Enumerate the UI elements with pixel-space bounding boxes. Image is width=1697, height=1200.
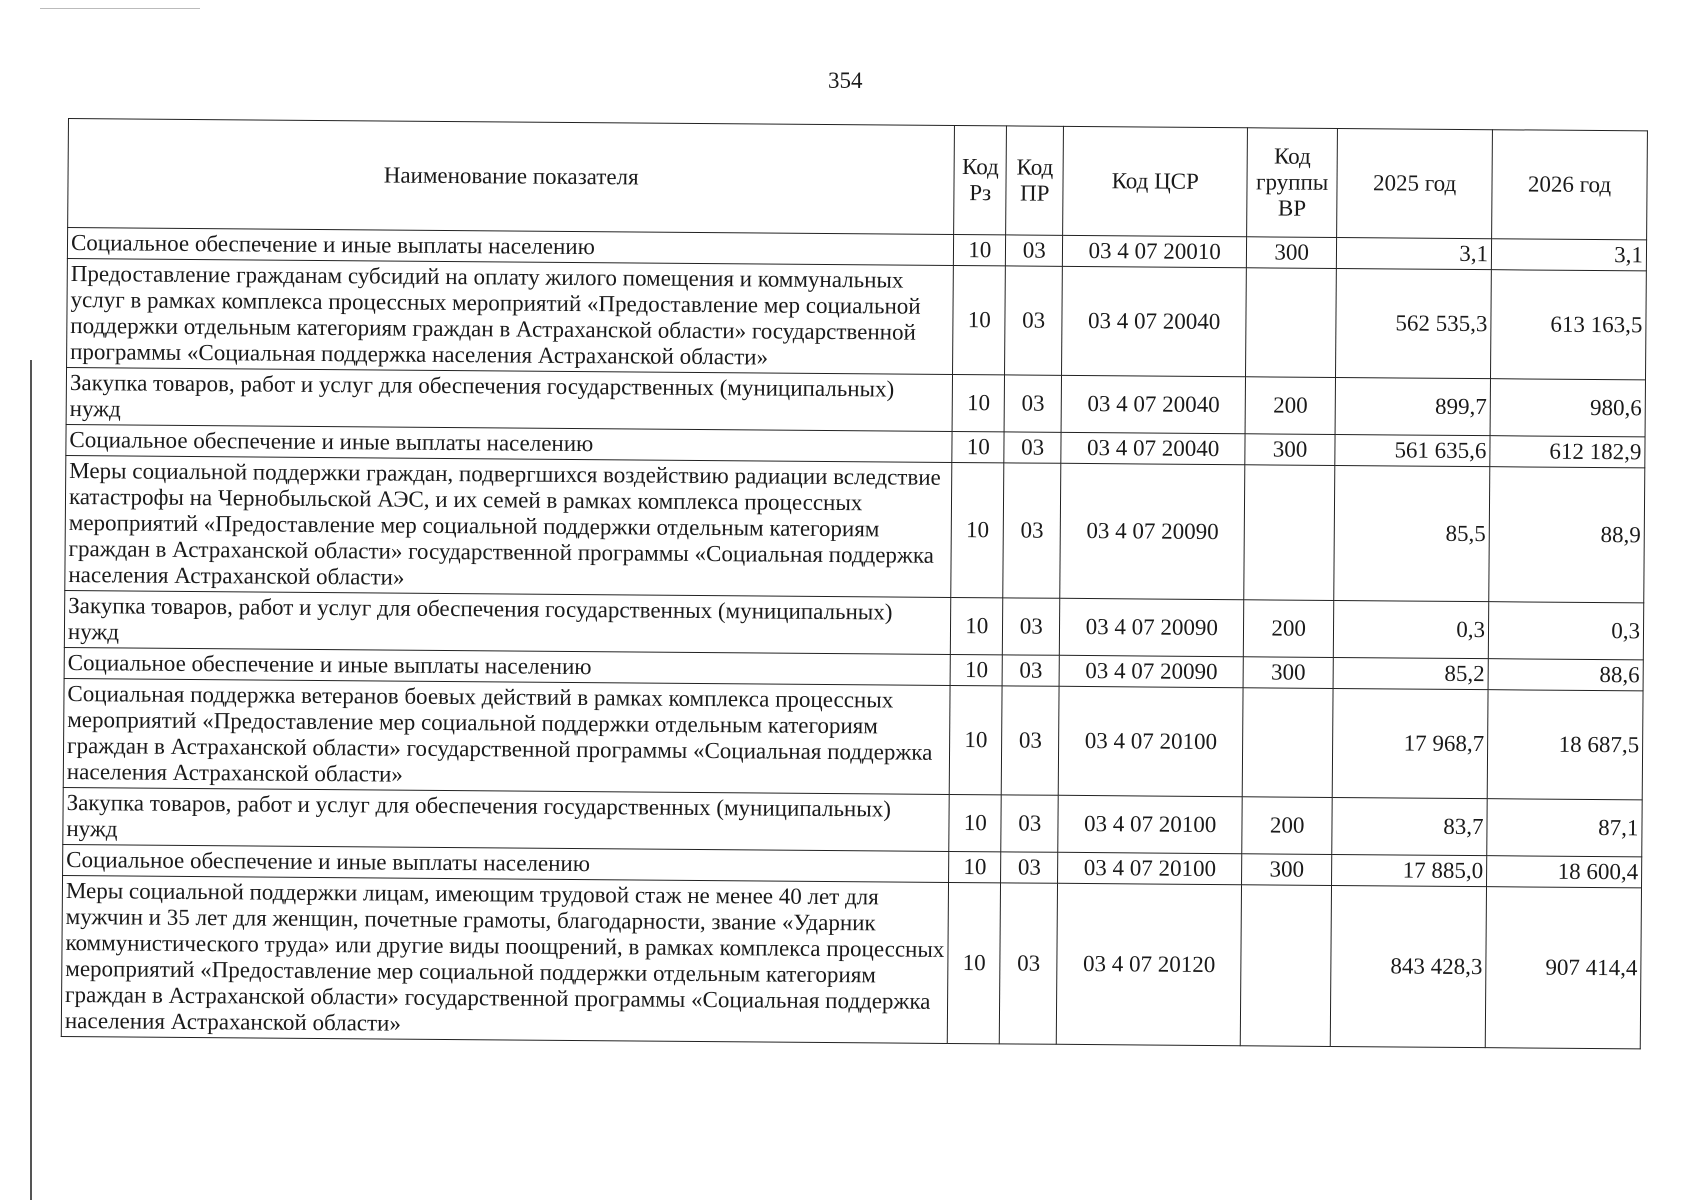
cell-rz: 10	[952, 374, 1004, 431]
header-2026: 2026 год	[1492, 130, 1648, 240]
cell-2026: 88,6	[1488, 658, 1643, 690]
cell-pr: 03	[1001, 795, 1058, 852]
scan-edge-top	[40, 8, 200, 9]
cell-vr: 200	[1245, 377, 1335, 435]
cell-rz: 10	[949, 794, 1001, 851]
cell-2026: 18 687,5	[1487, 689, 1643, 799]
cell-name: Социальное обеспечение и иные выплаты населению	[64, 647, 951, 685]
cell-name: Предоставление гражданам субсидий на оплату жилого помещения и коммунальных услуг в рамках комплекса процессных мероприятий «Предоставление мер социальной поддержки отдельным категориям граждан в Астраханской области» государственной программы «Социальная поддержка населения Астраханской области»	[67, 258, 954, 374]
cell-2026: 87,1	[1487, 798, 1642, 856]
cell-name: Социальное обеспечение и иные выплаты населению	[63, 844, 950, 882]
cell-vr	[1246, 268, 1337, 378]
cell-2025: 562 535,3	[1336, 268, 1492, 378]
cell-pr: 03	[1002, 686, 1060, 795]
cell-2026: 613 163,5	[1491, 270, 1647, 380]
cell-csr: 03 4 07 20010	[1063, 235, 1247, 267]
cell-csr: 03 4 07 20090	[1059, 655, 1243, 687]
cell-csr: 03 4 07 20040	[1061, 375, 1245, 433]
cell-pr: 03	[1001, 852, 1058, 883]
cell-name: Социальное обеспечение и иные выплаты населению	[66, 424, 953, 462]
cell-2025: 3,1	[1337, 237, 1492, 269]
cell-name: Меры социальной поддержки граждан, подвергшихся воздействию радиации вследствие катастрофы на Чернобыльской АЭС, и их семей в рамках комплекса процессных мероприятий «Предоставление мер социальной поддержки отдельным категориям граждан в Астраханской области» государственной программы «Социальная поддержка населения Астраханской области»	[65, 455, 952, 597]
cell-2025: 83,7	[1332, 797, 1487, 855]
header-vr: Код группы ВР	[1247, 128, 1338, 238]
cell-2026: 0,3	[1488, 601, 1643, 659]
cell-pr: 03	[1005, 266, 1063, 375]
cell-vr	[1240, 884, 1331, 1046]
cell-vr: 300	[1245, 434, 1335, 466]
cell-vr: 300	[1242, 853, 1332, 885]
scan-edge-left	[30, 360, 32, 1200]
cell-name: Меры социальной поддержки лицам, имеющим трудовой стаж не менее 40 лет для мужчин и 35 лет для женщин, почетные грамоты, благодарности, звание «Ударник коммунистического труда» или другие виды поощрений, в рамках комплекса процессных мероприятий «Предоставление мер социальной поддержки отдельным категориям граждан в Астраханской области» государственной программы «Социальная поддержка населения Астраханской области»	[61, 875, 949, 1043]
header-row	[68, 119, 1648, 240]
cell-rz: 10	[949, 851, 1001, 882]
cell-pr: 03	[1002, 655, 1059, 686]
cell-2026: 980,6	[1490, 379, 1645, 437]
cell-vr: 200	[1243, 600, 1333, 658]
cell-pr: 03	[1006, 235, 1063, 266]
cell-pr: 03	[1003, 463, 1061, 598]
cell-csr: 03 4 07 20120	[1057, 883, 1242, 1045]
cell-2025: 899,7	[1335, 377, 1490, 435]
cell-rz: 10	[948, 882, 1001, 1043]
cell-2025: 17 968,7	[1332, 688, 1488, 798]
cell-pr: 03	[1004, 432, 1061, 463]
cell-2025: 843 428,3	[1330, 885, 1486, 1047]
cell-pr: 03	[1000, 882, 1058, 1043]
cell-2026: 612 182,9	[1490, 436, 1645, 468]
cell-vr: 300	[1247, 237, 1337, 269]
cell-csr: 03 4 07 20100	[1058, 795, 1242, 853]
table-row	[67, 258, 1647, 379]
cell-csr: 03 4 07 20090	[1060, 598, 1244, 656]
table-row	[63, 678, 1643, 799]
cell-vr: 300	[1243, 657, 1333, 689]
table-header	[68, 119, 1648, 240]
header-rz: Код Рз	[954, 125, 1007, 234]
cell-name: Социальная поддержка ветеранов боевых действий в рамках комплекса процессных мероприятий «Предоставление мер социальной поддержки отдельным категориям граждан в Астраханской области» государственной программы «Социальная поддержка населения Астраханской области»	[63, 678, 950, 794]
cell-vr	[1244, 465, 1335, 601]
header-pr: Код ПР	[1006, 126, 1064, 235]
cell-2025: 17 885,0	[1332, 854, 1487, 886]
cell-rz: 10	[952, 431, 1004, 462]
cell-rz: 10	[951, 462, 1004, 597]
table-row	[61, 875, 1641, 1048]
cell-csr: 03 4 07 20100	[1059, 686, 1244, 796]
cell-2025: 0,3	[1333, 600, 1488, 658]
cell-vr	[1242, 687, 1333, 797]
cell-2026: 88,9	[1489, 467, 1645, 603]
cell-2025: 85,5	[1334, 465, 1490, 601]
header-csr: Код ЦСР	[1063, 126, 1248, 236]
page-number: 354	[828, 68, 863, 93]
table-row	[65, 455, 1645, 602]
cell-name: Закупка товаров, работ и услуг для обеспечения государственных (муниципальных) нужд	[66, 367, 953, 431]
budget-table	[61, 118, 1648, 1049]
cell-csr: 03 4 07 20090	[1060, 463, 1245, 599]
cell-pr: 03	[1004, 375, 1061, 432]
cell-rz: 10	[954, 234, 1006, 265]
cell-csr: 03 4 07 20040	[1062, 266, 1247, 376]
cell-2025: 561 635,6	[1335, 434, 1490, 466]
cell-vr: 200	[1242, 796, 1332, 854]
cell-2026: 907 414,4	[1485, 886, 1641, 1048]
table-body	[61, 228, 1646, 1049]
cell-name: Закупка товаров, работ и услуг для обеспечения государственных (муниципальных) нужд	[63, 787, 950, 851]
cell-rz: 10	[950, 685, 1003, 794]
cell-csr: 03 4 07 20040	[1061, 432, 1245, 464]
header-2025: 2025 год	[1337, 128, 1493, 238]
cell-csr: 03 4 07 20100	[1058, 852, 1242, 884]
cell-pr: 03	[1003, 598, 1060, 655]
cell-2026: 18 600,4	[1487, 855, 1642, 887]
cell-name: Закупка товаров, работ и услуг для обеспечения государственных (муниципальных) нужд	[64, 590, 951, 654]
cell-name: Социальное обеспечение и иные выплаты населению	[67, 228, 954, 266]
cell-rz: 10	[950, 654, 1002, 685]
cell-2026: 3,1	[1491, 239, 1646, 271]
cell-rz: 10	[953, 265, 1006, 374]
header-name: Наименование показателя	[68, 119, 955, 235]
cell-2025: 85,2	[1333, 657, 1488, 689]
cell-rz: 10	[951, 597, 1003, 654]
